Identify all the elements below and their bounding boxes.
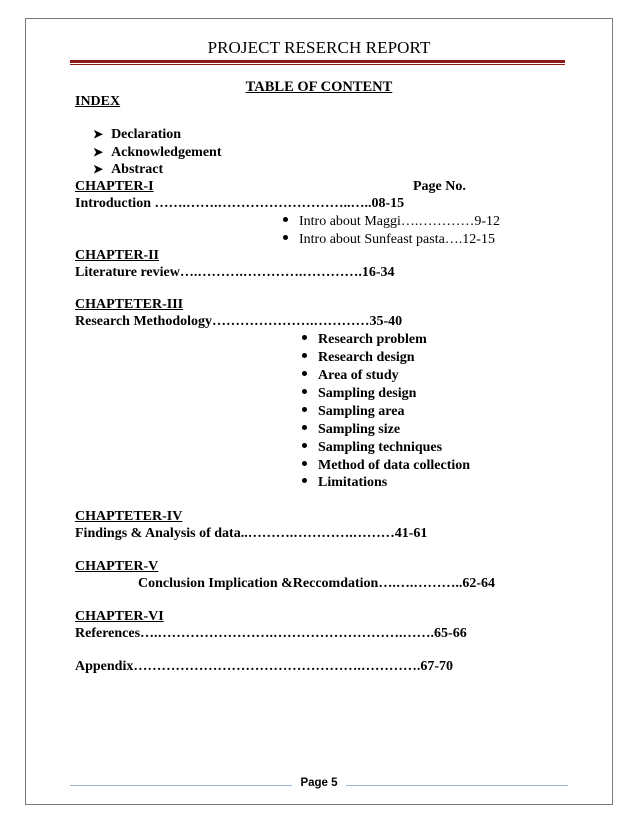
bullet-icon [302,335,307,340]
chapter-3-subitem: Sampling size [302,422,400,438]
chapter-3-subitem: Method of data collection [302,458,470,474]
arrow-bullet-icon: ➤ [93,127,104,141]
chapter-1-heading: CHAPTER-I [75,179,154,194]
chapter-2-entry: Literature review….……….………….………….16-34 [75,265,395,280]
page-no-label: Page No. [413,179,466,194]
chapter-6-heading: CHAPTER-VI [75,609,164,624]
chapter-3-subitem: Sampling area [302,404,404,420]
bullet-icon [302,407,307,412]
header-rule-thick [70,60,565,63]
chapter-3-subitem: Sampling techniques [302,440,442,456]
bullet-icon [283,217,288,222]
chapter-2-heading: CHAPTER-II [75,248,160,263]
bullet-icon [302,353,307,358]
arrow-bullet-icon: ➤ [93,162,104,176]
bullet-icon [302,389,307,394]
report-header-title: PROJECT RESERCH REPORT [207,38,431,57]
chapter-1-entry: Introduction …….…….………………………..…..08-15 [75,196,405,211]
bullet-icon [302,461,307,466]
chapter-3-subitem: Limitations [302,475,387,491]
index-item: ➤ Acknowledgement [93,145,222,160]
page-number: Page 5 [300,777,338,789]
arrow-bullet-icon: ➤ [93,145,104,159]
header-rule-thin [70,64,565,65]
chapter-3-subitem: Area of study [302,368,399,384]
index-item: ➤ Abstract [93,162,164,177]
index-item: ➤ Declaration [93,127,182,142]
chapter-3-subitem: Research design [302,350,415,366]
appendix-entry: Appendix………………………………………….………….67-70 [75,659,454,674]
chapter-3-subitem: Research problem [302,332,427,348]
chapter-4-entry: Findings & Analysis of data..……….………….………41-61 [75,526,428,541]
chapter-6-entry: References….…………………….……………………….…….65-66 [75,626,467,641]
bullet-icon [302,425,307,430]
chapter-1-subitem: Intro about Maggi….…………9-12 [283,214,500,230]
chapter-5-entry: Conclusion Implication &Reccomdation….….………..62-64 [138,576,495,591]
chapter-4-heading: CHAPTETER-IV [75,509,183,524]
index-heading: INDEX [75,94,121,109]
bullet-icon [302,443,307,448]
bullet-icon [283,235,288,240]
chapter-5-heading: CHAPTER-V [75,559,159,574]
bullet-icon [302,478,307,483]
chapter-3-entry: Research Methodology………………….…………35-40 [75,314,403,329]
bullet-icon [302,371,307,376]
chapter-3-subitem: Sampling design [302,386,416,402]
chapter-3-heading: CHAPTETER-III [75,297,184,312]
chapter-1-subitem: Intro about Sunfeast pasta….12-15 [283,232,495,248]
toc-title: TABLE OF CONTENT [245,79,393,95]
